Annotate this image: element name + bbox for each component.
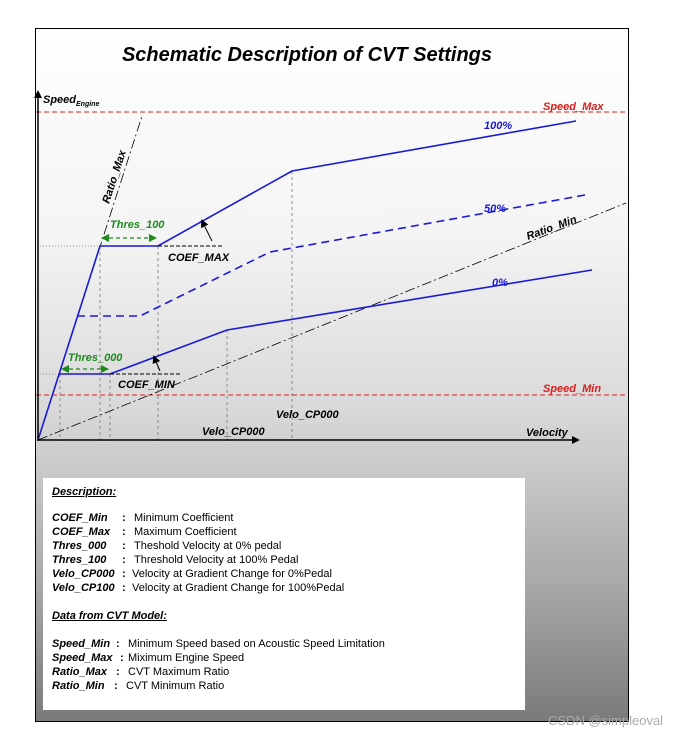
desc-row-coef-min: COEF_Min : Minimum Coefficient	[52, 512, 234, 524]
model-row-ratio-min: Ratio_Min : CVT Minimum Ratio	[52, 680, 225, 692]
desc-row-coef-max: COEF_Max : Maximum Coefficient	[52, 526, 237, 538]
diagram-title: Schematic Description of CVT Settings	[121, 44, 493, 66]
description-heading: Description:	[52, 486, 117, 498]
coef-max-pointer	[202, 221, 212, 241]
curve-0-pct	[60, 270, 592, 374]
thres-100-label: Thres_100	[110, 219, 165, 231]
x-axis-label: Velocity	[526, 427, 568, 439]
y-axis-label: Speed$_{Engine}$	[43, 94, 100, 108]
model-row-ratio-max: Ratio_Max : CVT Maximum Ratio	[52, 666, 230, 678]
thres-000-label: Thres_000	[68, 352, 123, 364]
description-panel	[43, 478, 525, 710]
coef-max-label: COEF_MAX	[168, 252, 230, 264]
curve-100-label: 100%	[484, 120, 513, 132]
speed-max-label: Speed_Max	[543, 101, 604, 113]
velo-cp000-label-a: Velo_CP000	[276, 409, 339, 421]
model-row-speed-max: Speed_Max : Miximum Engine Speed	[52, 652, 245, 664]
ratio-max-label: Ratio_Max	[100, 148, 129, 205]
model-heading: Data from CVT Model:	[52, 610, 167, 622]
coef-min-label: COEF_MIN	[118, 379, 175, 391]
desc-row-thres-000: Thres_000 : Theshold Velocity at 0% pedal	[52, 540, 282, 552]
ratio-min-label: Ratio_Min	[524, 213, 579, 243]
curve-50-label: 50%	[484, 203, 507, 215]
desc-row-velo-cp000: Velo_CP000 : Velocity at Gradient Change for 0%Pedal	[52, 568, 332, 580]
velo-cp000-label-b: Velo_CP000	[202, 426, 265, 438]
desc-row-velo-cp100: Velo_CP100 : Velocity at Gradient Change for 100%Pedal	[52, 582, 345, 594]
curve-0-label: 0%	[492, 277, 508, 289]
coef-min-pointer	[154, 357, 160, 371]
curve-50-pct	[77, 195, 585, 316]
watermark: CSDN @simpleoval	[548, 713, 664, 728]
speed-min-label: Speed_Min	[543, 383, 602, 395]
guide-lines	[60, 171, 292, 441]
model-row-speed-min: Speed_Min : Minimum Speed based on Acoustic Speed Limitation	[52, 638, 385, 650]
desc-row-thres-100: Thres_100 : Threshold Velocity at 100% Pedal	[52, 554, 299, 566]
